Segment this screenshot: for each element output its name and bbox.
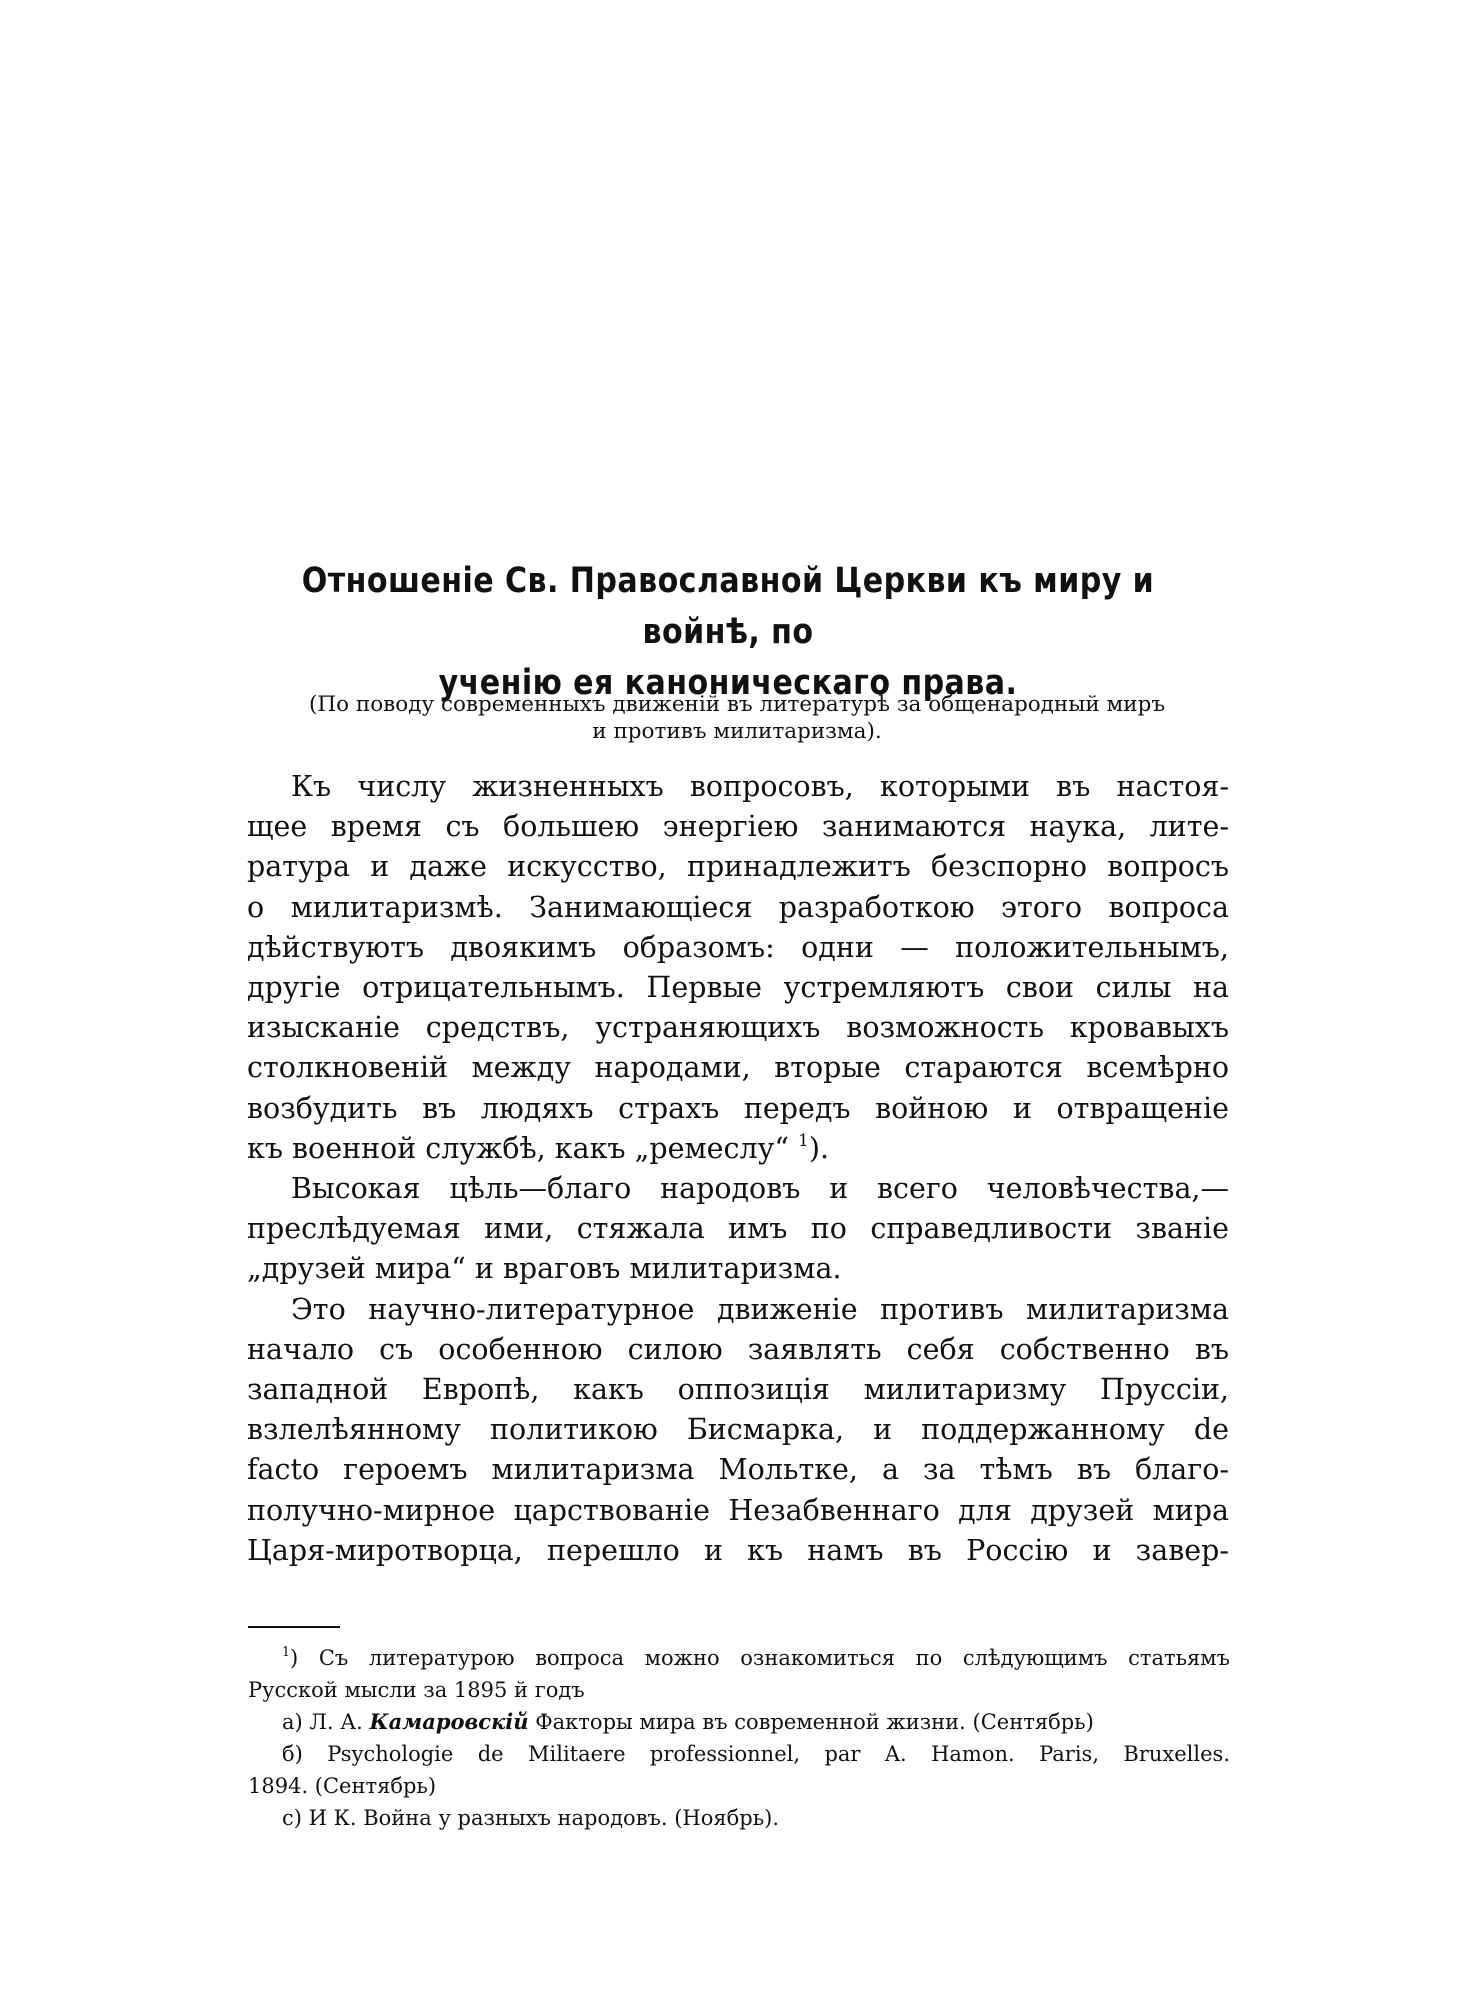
- footnote-marker: 1: [282, 1644, 291, 1660]
- text-line: получно-мирное царствованіе Незабвеннаго для друзей мира: [247, 1493, 1229, 1527]
- footnote-line: Русской мысли за 1895 й годъ: [248, 1678, 585, 1702]
- text-line: щее время съ большею энергіею занимаются наука, лите-: [247, 810, 1229, 844]
- text-line: facto героемъ милитаризма Мольтке, а за тѣмъ въ благо-: [247, 1453, 1229, 1487]
- footnote-item-b: б) Psychologie de Militaere professionnel, par A. Hamon. Paris, Bruxelles.: [282, 1742, 1230, 1766]
- title-line-2: ученію ея каноническаго права.: [438, 663, 1018, 703]
- text-line: Это научно-литературное движеніе противъ милитаризма: [291, 1292, 1229, 1326]
- text-line: западной Европѣ, какъ оппозиція милитаризму Пруссіи,: [247, 1373, 1229, 1407]
- text-line: изысканіе средствъ, устраняющихъ возможность кровавыхъ: [247, 1011, 1229, 1045]
- text-line-end: ).: [808, 1131, 830, 1165]
- footnote-line: 1894. (Сентябрь): [248, 1774, 437, 1798]
- item-label: а) Л. А.: [282, 1710, 363, 1734]
- subtitle-line-2: и противъ милитаризма).: [592, 719, 882, 744]
- footnote-1: [248, 1642, 1230, 1674]
- article-subtitle: [240, 691, 1234, 745]
- paragraph-1: [247, 767, 1229, 1169]
- paragraph-2: [247, 1169, 1229, 1290]
- footnote-item-a: [248, 1706, 1230, 1738]
- article-body: [247, 767, 1229, 1571]
- footnotes: [248, 1642, 1230, 1834]
- text-line: Высокая цѣль—благо народовъ и всего человѣчества,—: [291, 1172, 1229, 1206]
- text-line: „друзей мира“ и враговъ милитаризма.: [247, 1252, 842, 1286]
- paragraph-3: [247, 1290, 1229, 1571]
- text-line: о милитаризмѣ. Занимающіеся разработкою этого вопроса: [247, 890, 1229, 924]
- text-line: столкновеній между народами, вторые стараются всемѣрно: [247, 1051, 1229, 1085]
- text-line: другіе отрицательнымъ. Первые устремляютъ свои силы на: [247, 971, 1229, 1005]
- footnote-item-c: с) И К. Война у разныхъ народовъ. (Ноябрь).: [282, 1806, 780, 1830]
- footnote-reference: 1: [797, 1130, 809, 1151]
- text-line: Къ числу жизненныхъ вопросовъ, которыми въ настоя-: [291, 770, 1229, 803]
- text-line: преслѣдуемая ими, стяжала имъ по справедливости званіе: [247, 1212, 1229, 1246]
- text-line: начало съ особенною силою заявлять себя собственно въ: [247, 1332, 1229, 1366]
- text-line: Царя-миротворца, перешло и къ намъ въ Россію и завер-: [247, 1533, 1229, 1567]
- author-name: Камаровскій: [369, 1709, 529, 1734]
- article-title: [274, 556, 1182, 709]
- text-line: возбудить въ людяхъ страхъ передъ войною и отвращеніе: [247, 1091, 1229, 1125]
- title-line-1: Отношеніе Св. Православной Церкви къ миру и войнѣ, по: [301, 561, 1155, 652]
- text-line: [247, 1129, 1229, 1169]
- item-text: Факторы мира въ современной жизни. (Сентябрь): [535, 1710, 1094, 1734]
- footnote-text: ) Съ литературою вопроса можно ознакомиться по слѣдующимъ статьямъ: [290, 1646, 1230, 1670]
- subtitle-line-1: (По поводу современныхъ движеній въ литературѣ за общенародный миръ: [308, 692, 1166, 717]
- text-line-content: къ военной службѣ, какъ „ремеслу“: [247, 1131, 789, 1165]
- text-line: ратура и даже искусство, принадлежитъ безспорно вопросъ: [247, 850, 1229, 884]
- footnote-divider: [248, 1626, 340, 1628]
- text-line: дѣйствуютъ двоякимъ образомъ: одни — положительнымъ,: [247, 930, 1229, 964]
- text-line: взлелѣянному политикою Бисмарка, и поддержанному de: [247, 1413, 1229, 1447]
